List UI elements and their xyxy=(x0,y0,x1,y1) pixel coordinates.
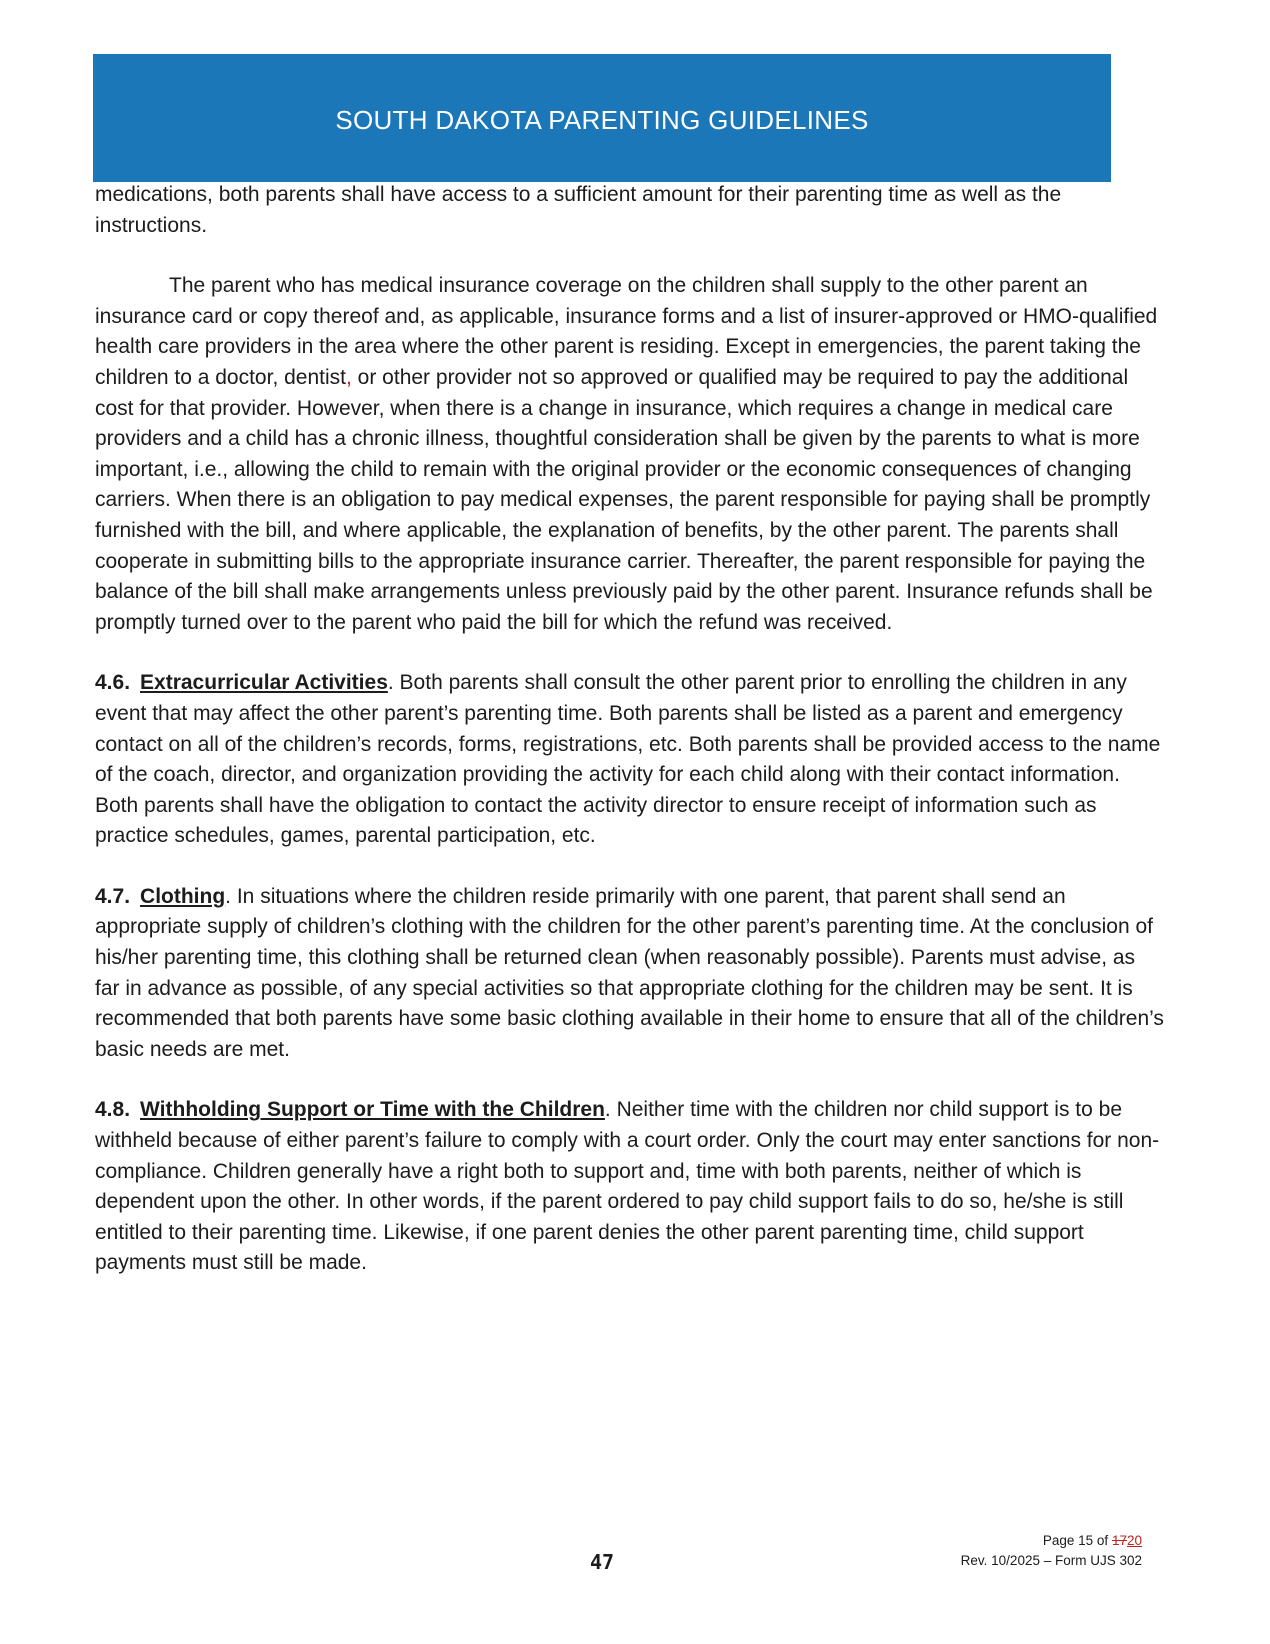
insurance-text-part2: or other provider not so approved or qualified may be required to pay the additional cost for that provider. However, when there is a change in insurance, which requires a change in medical care providers and a child has a chronic illness, thoughtful consideration shall be given by the parents to what is more important, i.e., allowing the child to remain with the original provider or the economic consequences of changing carriers. When there is an obligation to pay medical expenses, the parent responsible for paying shall be promptly furnished with the bill, and where applicable, the explanation of benefits, by the other parent. The parents shall cooperate in submitting bills to the appropriate insurance carrier. Thereafter, the parent responsible for paying the balance of the bill shall make arrangements unless previously paid by the other parent. Insurance refunds shall be promptly turned over to the parent who paid the bill for which the refund was received. xyxy=(95,365,1153,634)
section-title: Extracurricular Activities xyxy=(140,671,388,695)
page-number: 47 xyxy=(590,1550,615,1574)
section-4-7 xyxy=(95,882,1165,1066)
page-header-title: SOUTH DAKOTA PARENTING GUIDELINES xyxy=(335,104,869,135)
section-4-6 xyxy=(95,668,1165,852)
section-number: 4.8. xyxy=(95,1098,131,1122)
section-number: 4.7. xyxy=(95,884,131,908)
section-4-8 xyxy=(95,1095,1165,1279)
inserted-total: 20 xyxy=(1126,1533,1142,1548)
form-revision: Rev. 10/2025 – Form UJS 302 xyxy=(960,1553,1142,1568)
footer-info xyxy=(961,1531,1142,1571)
document-body xyxy=(95,180,1165,1309)
section-text: . Both parents shall consult the other parent prior to enrolling the children in any event that may affect the other parent’s parenting time. Both parents shall be listed as a parent and emergency contact on all of the children’s records, forms, registrations, etc. Both parents shall be provided access to the name of the coach, director, and organization providing the activity for each child along with their contact information. Both parents shall have the obligation to contact the activity director to ensure receipt of information such as practice schedules, games, parental participation, etc. xyxy=(95,671,1161,848)
deleted-total: 17 xyxy=(1111,1533,1127,1548)
header-band xyxy=(93,54,1111,182)
insurance-text-part1: The parent who has medical insurance coverage on the children shall supply to the other parent an insurance card or copy thereof and, as applicable, insurance forms and a list of insurer-approved or HMO-qualified health care providers in the area where the other parent is residing. Except in emergencies, the parent taking the children to a doctor, dentist xyxy=(95,274,1158,389)
section-text: . Neither time with the children nor child support is to be withheld because of either parent’s failure to comply with a court order. Only the court may enter sanctions for non-compliance. Children generally have a right both to support and, time with both parents, neither of which is dependent upon the other. In other words, if the parent ordered to pay child support fails to do so, he/she is still entitled to their parenting time. Likewise, if one parent denies the other parent parenting time, child support payments must still be made. xyxy=(95,1098,1160,1275)
inserted-comma: , xyxy=(346,365,352,389)
section-title: Clothing xyxy=(140,884,226,908)
insurance-paragraph xyxy=(95,271,1165,638)
page-label: Page 15 of xyxy=(1042,1533,1112,1548)
continuation-paragraph: medications, both parents shall have access to a sufficient amount for their parenting time as well as the instructions. xyxy=(95,183,1062,237)
section-number: 4.6. xyxy=(95,671,131,695)
page-count xyxy=(961,1531,1142,1551)
section-text: . In situations where the children reside primarily with one parent, that parent shall send an appropriate supply of children’s clothing with the children for the other parent’s parenting time. At the conclusion of his/her parenting time, this clothing shall be returned clean (when reasonably possible). Parents must advise, as far in advance as possible, of any special activities so that appropriate clothing for the children may be sent. It is recommended that both parents have some basic clothing available in their home to ensure that all of the children’s basic needs are met. xyxy=(95,884,1164,1061)
section-title: Withholding Support or Time with the Children xyxy=(140,1098,605,1122)
